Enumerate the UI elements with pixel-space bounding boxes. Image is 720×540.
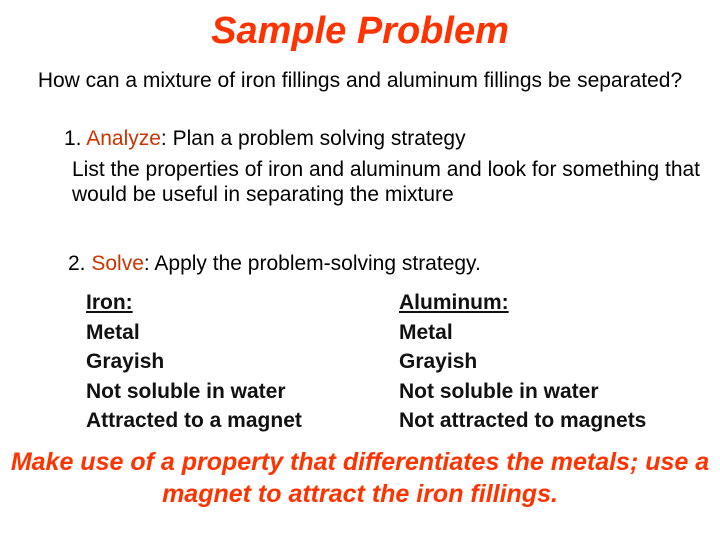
aluminum-property: Not soluble in water: [399, 379, 599, 403]
iron-heading: Iron:: [86, 291, 133, 314]
aluminum-property: Grayish: [399, 350, 478, 373]
step-2-rest: : Apply the problem-solving strategy.: [143, 252, 481, 275]
step-2-keyword: Solve: [91, 252, 144, 275]
iron-property: Not soluble in water: [86, 379, 286, 403]
step-1-body: List the properties of iron and aluminum and look for something that would be useful in separating the mixture: [72, 158, 701, 206]
aluminum-column: [399, 288, 646, 436]
slide-title: Sample Problem: [211, 10, 509, 52]
iron-property: Metal: [86, 320, 140, 344]
question-text: How can a mixture of iron fillings and aluminum fillings be separated?: [37, 69, 683, 92]
aluminum-property: Not attracted to magnets: [399, 409, 647, 432]
iron-column: [86, 288, 302, 436]
aluminum-heading: Aluminum:: [399, 291, 509, 314]
conclusion-text: Make use of a property that differentiates the metals; use a magnet to attract the iron fillings.: [10, 448, 710, 508]
iron-property: Grayish: [86, 350, 165, 373]
step-1-number: 1.: [64, 127, 82, 150]
iron-property: Attracted to a magnet: [86, 409, 302, 432]
step-2-heading: [68, 251, 481, 276]
step-1-keyword: Analyze: [86, 127, 161, 150]
step-2-number: 2.: [68, 252, 86, 275]
step-1-heading: [64, 126, 466, 151]
aluminum-property: Metal: [399, 320, 453, 344]
step-1-rest: : Plan a problem solving strategy: [160, 127, 466, 150]
